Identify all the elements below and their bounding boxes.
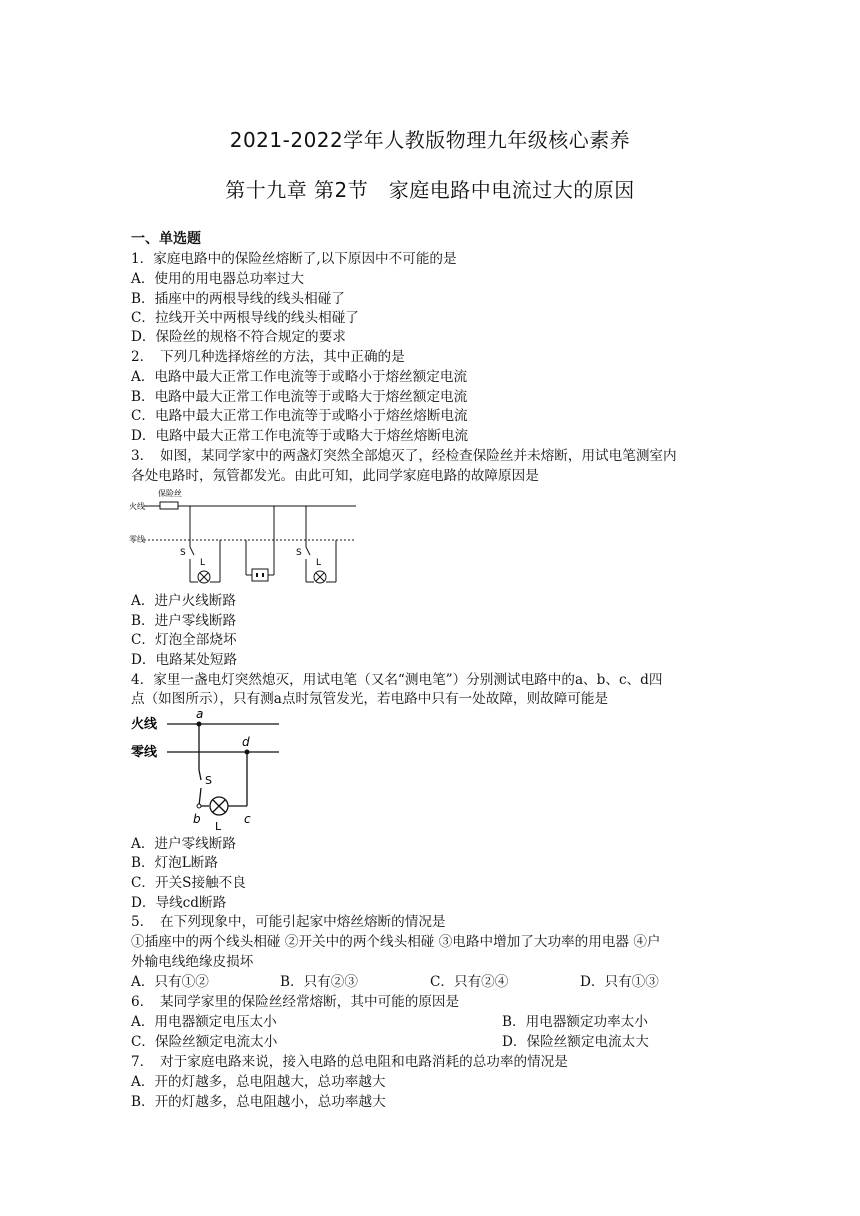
q3-option-a: A．进户火线断路 xyxy=(131,593,236,609)
q6-option-b: B．用电器额定功率太小 xyxy=(502,1014,648,1030)
question-5-items-line2: 外输电线绝缘皮损坏 xyxy=(131,954,254,970)
q3-option-d: D．电路某处短路 xyxy=(131,652,238,668)
q7-option-a: A．开的灯越多，总电阻越大，总功率越大 xyxy=(131,1074,386,1090)
question-5-items-line1: ①插座中的两个线头相碰 ②开关中的两个线头相碰 ③电路中增加了大功率的用电器 ④户 xyxy=(131,934,661,950)
q2-option-d: D．电路中最大正常工作电流等于或略大于熔丝熔断电流 xyxy=(131,428,469,444)
q6-option-a: A．用电器额定电压太小 xyxy=(131,1014,277,1030)
point-a-label: a xyxy=(196,708,204,721)
q3-option-c: C．灯泡全部烧坏 xyxy=(131,632,237,648)
question-1-stem: 1．家庭电路中的保险丝熔断了,以下原因中不可能的是 xyxy=(131,251,457,267)
chapter-title: 第十九章 第2节 家庭电路中电流过大的原因 xyxy=(225,178,635,202)
page-title: 2021-2022学年人教版物理九年级核心素养 xyxy=(229,128,631,152)
q1-option-d: D．保险丝的规格不符合规定的要求 xyxy=(131,329,346,345)
lamp-label-2: L xyxy=(316,558,322,568)
q5-option-b: B．只有②③ xyxy=(280,974,358,990)
q1-option-b: B．插座中的两根导线的线头相碰了 xyxy=(131,291,345,307)
lamp-label-1: L xyxy=(200,558,206,568)
point-c-label: c xyxy=(244,812,251,826)
q1-option-c: C．拉线开关中两根导线的线头相碰了 xyxy=(131,310,359,326)
circuit-figure-1 xyxy=(128,487,360,590)
lamp-label: L xyxy=(215,820,222,833)
question-6-stem: 6． 某同学家里的保险丝经常熔断，其中可能的原因是 xyxy=(131,994,460,1010)
question-2-stem: 2． 下列几种选择熔丝的方法，其中正确的是 xyxy=(131,349,405,365)
q5-option-a: A．只有①② xyxy=(131,974,209,990)
q6-option-d: D．保险丝额定电流太大 xyxy=(502,1034,649,1050)
q4-option-c: C．开关S接触不良 xyxy=(131,875,246,891)
q5-option-d: D．只有①③ xyxy=(580,974,659,990)
question-4-stem-line2: 点（如图所示），只有测a点时氖管发光，若电路中只有一处故障，则故障可能是 xyxy=(131,691,609,707)
q2-option-b: B．电路中最大正常工作电流等于或略大于熔丝额定电流 xyxy=(131,389,468,405)
q4-option-a: A．进户零线断路 xyxy=(131,836,236,852)
live-wire-label: 火线 xyxy=(129,502,145,511)
switch-label-2: S xyxy=(296,548,302,558)
neutral-wire-label: 零线 xyxy=(131,745,158,760)
q1-option-a: A．使用的用电器总功率过大 xyxy=(131,271,304,287)
q2-option-c: C．电路中最大正常工作电流等于或略小于熔丝熔断电流 xyxy=(131,408,468,424)
q4-option-d: D．导线cd断路 xyxy=(131,895,227,911)
section-heading: 一、单选题 xyxy=(131,231,201,247)
point-d-label: d xyxy=(242,735,250,749)
q6-option-c: C．保险丝额定电流太小 xyxy=(131,1034,278,1050)
neutral-wire-label: 零线 xyxy=(129,535,145,544)
switch-label-1: S xyxy=(180,548,186,558)
circuit-figure-2 xyxy=(131,708,281,833)
question-5-stem: 5． 在下列现象中，可能引起家中熔丝熔断的情况是 xyxy=(131,914,446,930)
question-4-stem-line1: 4．家里一盏电灯突然熄灭，用试电笔（又名“测电笔”）分别测试电路中的a、b、c、d四 xyxy=(131,672,663,688)
question-7-stem: 7． 对于家庭电路来说，接入电路的总电阻和电路消耗的总功率的情况是 xyxy=(131,1054,568,1070)
point-b-label: b xyxy=(193,812,201,826)
live-wire-label: 火线 xyxy=(131,717,158,732)
q2-option-a: A．电路中最大正常工作电流等于或略小于熔丝额定电流 xyxy=(131,369,468,385)
question-3-stem-line1: 3． 如图，某同学家中的两盏灯突然全部熄灭了，经检查保险丝并未熔断，用试电笔测室内 xyxy=(131,448,677,464)
q7-option-b: B．开的灯越多，总电阻越小，总功率越大 xyxy=(131,1094,386,1110)
switch-label: S xyxy=(205,774,212,787)
fuse-label: 保险丝 xyxy=(158,489,182,498)
q4-option-b: B．灯泡L断路 xyxy=(131,855,218,871)
question-3-stem-line2: 各处电路时，氖管都发光。由此可知，此同学家庭电路的故障原因是 xyxy=(131,468,539,484)
q5-option-c: C．只有②④ xyxy=(430,974,509,990)
q3-option-b: B．进户零线断路 xyxy=(131,613,237,629)
